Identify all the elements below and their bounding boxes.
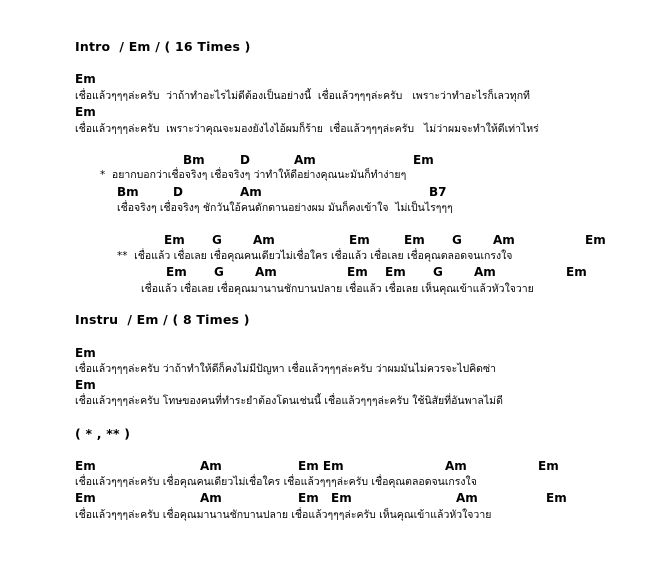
chord: Am [474,265,496,279]
chord: G [214,265,224,279]
chord: Em [75,459,96,473]
chord: Am [456,491,478,505]
chord: Em [347,265,368,279]
verse1-chord-1: Em [75,72,96,86]
chord: B7 [429,185,447,199]
chord: Em [385,265,406,279]
chord: Em [566,265,587,279]
chord: G [212,233,222,247]
chorus-chord-row-2 [0,265,640,279]
chorus-lyric-2: เชื่อแล้ว เชื่อเลย เชื่อคุณมานานชักบานปลาย เชื่อแล้ว เชื่อเลย เห็นคุณเข้าแล้วหัวใจวาย [141,283,534,295]
prechorus-lyric-1: * อยากบอกว่าเชื่อจริงๆ เชื่อจริงๆ ว่าทำให้ดีอย่างคุณนะมันก็ทำง่ายๆ [100,169,407,181]
chord: Em [166,265,187,279]
chord: Am [294,153,316,167]
verse2-chord-2: Em [75,378,96,392]
chord: Am [200,491,222,505]
chord: G [433,265,443,279]
chord: Em [164,233,185,247]
prechorus-chord-row-1 [0,153,640,167]
chord: G [452,233,462,247]
chord: D [173,185,183,199]
chorus-lyric-1: ** เชื่อแล้ว เชื่อเลย เชื่อคุณคนเดียวไม่เชื่อใคร เชื่อแล้ว เชื่อเลย เชื่อคุณตลอดจนเกรงใจ [117,250,513,262]
chord: Em [413,153,434,167]
chord: Em [538,459,559,473]
chord: Em [404,233,425,247]
chord: Em [546,491,567,505]
outro-lyric-1: เชื่อแล้วๆๆๆล่ะครับ เชื่อคุณคนเดียวไม่เชื่อใคร เชื่อแล้วๆๆๆล่ะครับ เชื่อคุณตลอดจนเกรงใจ [75,476,477,488]
prechorus-lyric-2: เชื่อจริงๆ เชื่อจริงๆ ชักวันใอ้คนดักดานอย่างผม มันก็คงเข้าใจ ไม่เป็นไรๆๆๆ [117,202,453,214]
chord: Em [349,233,370,247]
chord: Am [255,265,277,279]
verse1-lyric-2: เชื่อแล้วๆๆๆล่ะครับ เพราะว่าคุณจะมองยังไงไอ้ผมก็ร้าย เชื่อแล้วๆๆๆล่ะครับ ไม่ว่าผมจะทำให้ดีเท่าไหร่ [75,123,539,135]
chord: Em [585,233,606,247]
chord: D [240,153,250,167]
chord: Em Em [298,459,344,473]
chord: Em [75,491,96,505]
chord: Am [240,185,262,199]
chord: Am [253,233,275,247]
chord: Em [331,491,352,505]
verse2-lyric-1: เชื่อแล้วๆๆๆล่ะครับ ว่าถ้าทำให้ดีก็คงไม่มีปัญหา เชื่อแล้วๆๆๆล่ะครับ ว่าผมมันไม่ควรจะไปคิดซ่า [75,363,497,375]
chorus-chord-row-1 [0,233,640,247]
chord: Em [298,491,319,505]
verse1-chord-2: Em [75,105,96,119]
chord: Am [493,233,515,247]
instru-heading: Instru / Em / ( 8 Times ) [75,312,250,327]
verse2-chord-1: Em [75,346,96,360]
chord: Am [445,459,467,473]
outro-chord-row-2 [0,491,640,505]
prechorus-chord-row-2 [0,185,640,199]
chord: Bm [183,153,205,167]
verse1-lyric-1: เชื่อแล้วๆๆๆล่ะครับ ว่าถ้าทำอะไรไม่ดีต้องเป็นอย่างนี้ เชื่อแล้วๆๆๆล่ะครับ เพราะว่าทำอะไรก็เลวทุกที [75,90,530,102]
repeat-heading: ( * , ** ) [75,426,131,441]
outro-chord-row-1 [0,459,640,473]
outro-lyric-2: เชื่อแล้วๆๆๆล่ะครับ เชื่อคุณมานานชักบานปลาย เชื่อแล้วๆๆๆล่ะครับ เห็นคุณเข้าแล้วหัวใจวาย [75,509,492,521]
intro-heading: Intro / Em / ( 16 Times ) [75,39,251,54]
verse2-lyric-2: เชื่อแล้วๆๆๆล่ะครับ โทษของคนที่ทำระยำต้องโดนเช่นนี้ เชื่อแล้วๆๆๆล่ะครับ ใช้นิสัยที่อันพาลไม่ดี [75,395,503,407]
chord: Am [200,459,222,473]
chord: Bm [117,185,139,199]
